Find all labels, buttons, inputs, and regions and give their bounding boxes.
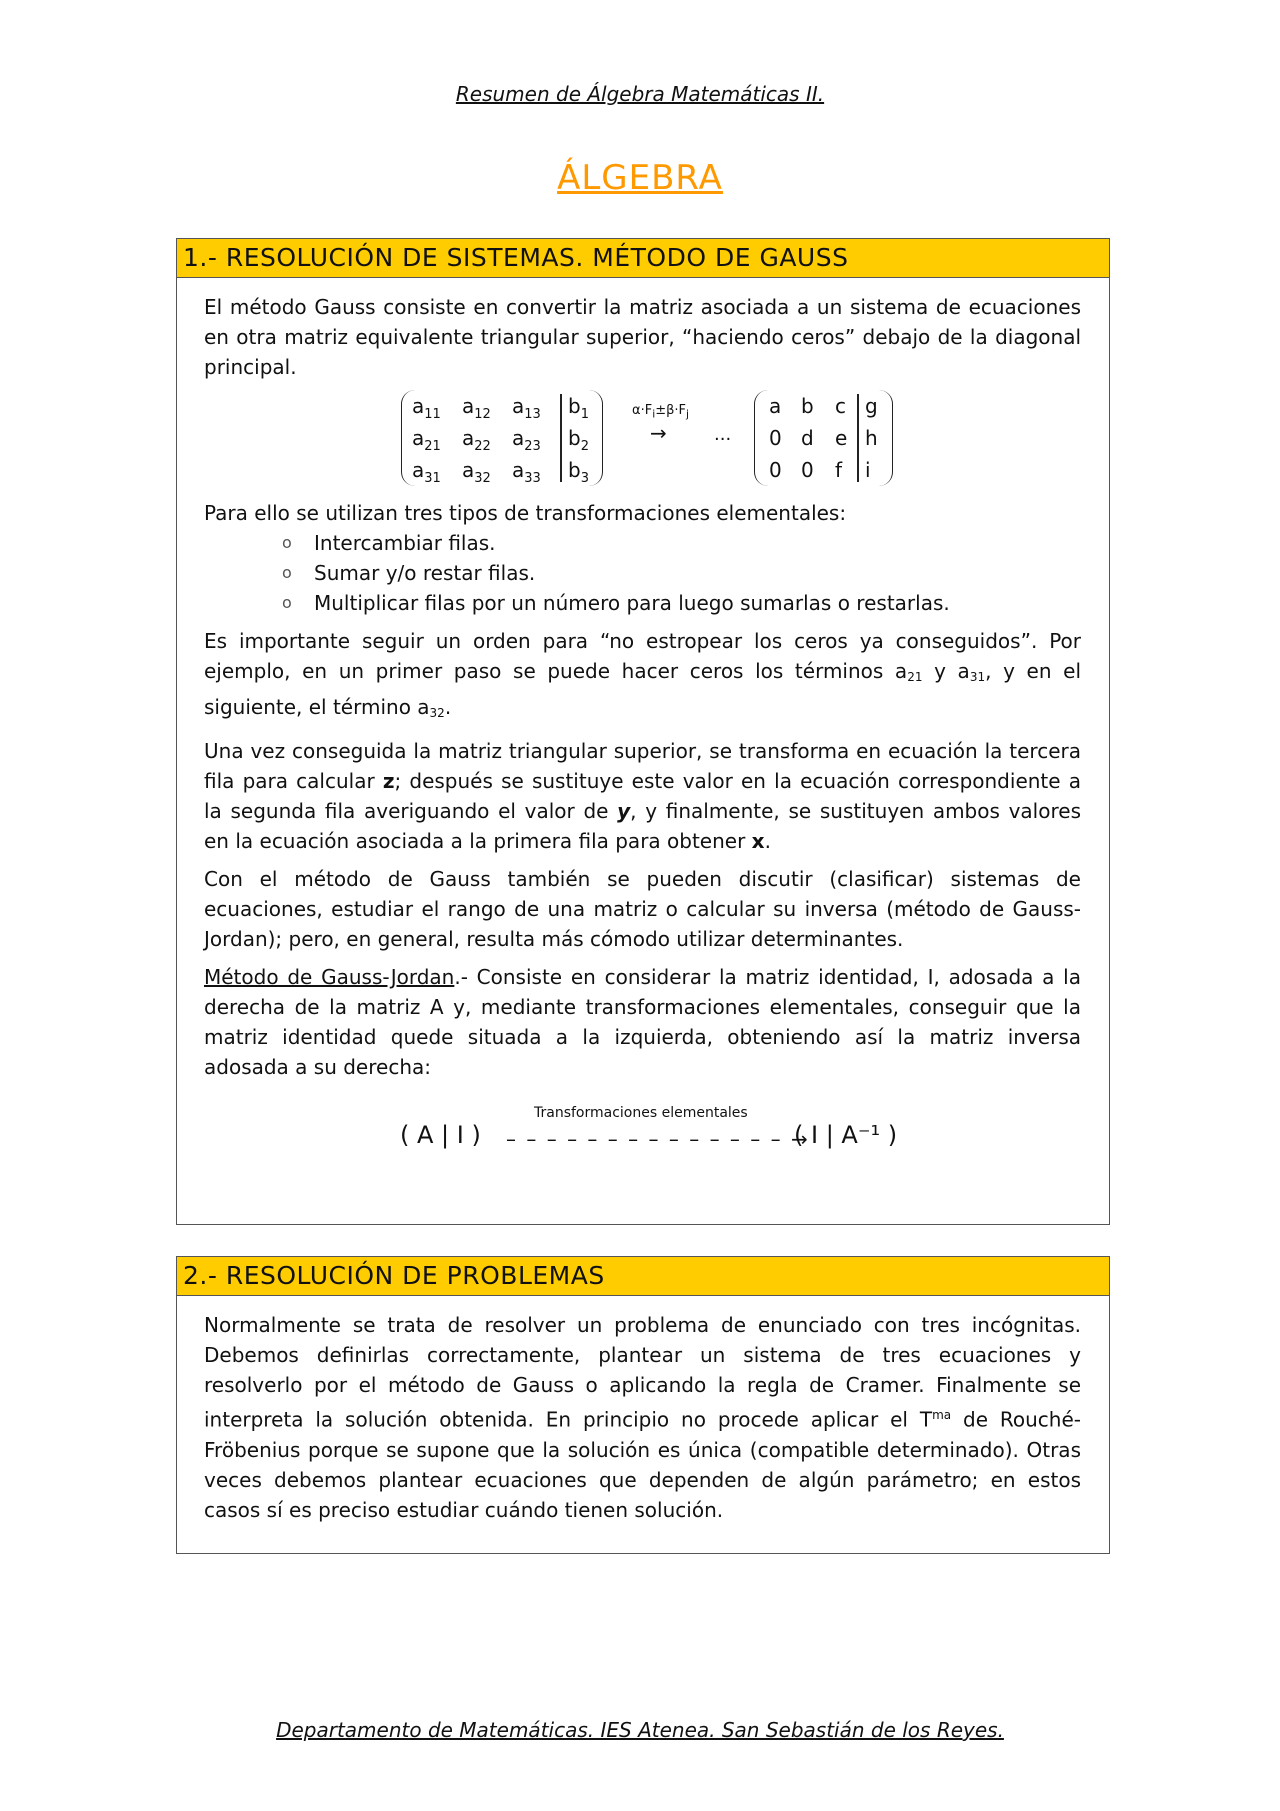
paragraph: Método de Gauss-Jordan.- Consiste en considerar la matriz identidad, I, adosada a la derecha de la matriz A y, mediante transformaciones elementales, conseguir que la matriz identidad quede situada a la izquierda, obteniendo así la matriz inversa adosada a su derecha:	[204, 965, 1081, 1079]
paragraph: Con el método de Gauss también se pueden discutir (clasificar) sistemas de ecuaciones, estudiar el rango de una matriz o calcular su inversa (método de Gauss-Jordan); pero, en general, resulta más cómodo utilizar determinantes.	[204, 867, 1081, 951]
paragraph: El método Gauss consiste en convertir la matriz asociada a un sistema de ecuaciones en otra matriz equivalente triangular superior, “haciendo ceros” debajo de la diagonal principal.	[204, 295, 1081, 379]
list-item: o Multiplicar filas por un número para luego sumarlas o restarlas.	[282, 591, 950, 615]
paragraph: Es importante seguir un orden para “no estropear los ceros ya conseguidos”. Por ejemplo, en un primer paso se puede hacer ceros los términos $a_{21}$ y $a_{31}$, y en el siguiente, el término $a_{32}$.	[204, 629, 1082, 720]
identity-inverse: ( I | A⁻¹ )	[794, 1121, 898, 1149]
transform-arrow: →	[650, 421, 667, 445]
dashed-arrow: – – – – – – – – – – – – – – →	[506, 1127, 810, 1151]
section-gauss	[176, 238, 1110, 1225]
list-item: o Intercambiar filas.	[282, 531, 496, 555]
transformations-list	[204, 528, 1081, 618]
page-title: ÁLGEBRA	[557, 158, 723, 198]
row-operation-label: $\alpha\cdot F_i\pm\beta\cdot F_j$	[632, 403, 690, 421]
page-footer: Departamento de Matemáticas. IES Atenea. San Sebastián de los Reyes.	[276, 1718, 1004, 1742]
gauss-jordan-diagram	[204, 1098, 1081, 1168]
gauss-matrix-diagram	[204, 390, 1081, 488]
section-heading: 1.- RESOLUCIÓN DE SISTEMAS. MÉTODO DE GAUSS	[177, 239, 1109, 278]
paragraph: Una vez conseguida la matriz triangular superior, se transforma en ecuación la tercera fila para calcular z; después se sustituye este valor en la ecuación correspondiente a la segunda fila averiguando el valor de y, y finalmente, se sustituyen ambos valores en la ecuación asociada a la primera fila para obtener x.	[204, 739, 1081, 853]
triangular-matrix-right: a b c 0 d e 0 0 f g h i	[754, 390, 893, 486]
paragraph: Para ello se utilizan tres tipos de transformaciones elementales:	[204, 501, 847, 525]
gauss-jordan-term: Método de Gauss-Jordan	[204, 965, 455, 989]
section-heading: 2.- RESOLUCIÓN DE PROBLEMAS	[177, 1257, 1109, 1296]
paragraph: Normalmente se trata de resolver un problema de enunciado con tres incógnitas. Debemos definirlas correctamente, plantear un sistema de tres ecuaciones y resolverlo por el método de Gauss o aplicando la regla de Cramer. Finalmente se interpreta la solución obtenida. En principio no procede aplicar el $T^{ma}$ de Rouché-Fröbenius porque se supone que la solución es única (compatible determinado). Otras veces debemos plantear ecuaciones que dependen de algún parámetro; en estos casos sí es preciso estudiar cuándo tienen solución.	[204, 1313, 1081, 1522]
ellipsis: ...	[714, 424, 732, 445]
augmented-matrix-left: $a_{11}$ $a_{12}$ $a_{13}$ $a_{21}$ $a_{22}$ $a_{23}$ $a_{31}$ $a_{32}$ $a_{33}$ $b_1$ $b_2$ $b_3$	[401, 390, 603, 486]
transform-label: Transformaciones elementales	[534, 1105, 748, 1121]
section-problems	[176, 1256, 1110, 1554]
matrix-a-identity: ( A | I )	[400, 1121, 481, 1149]
page-header: Resumen de Álgebra Matemáticas II.	[455, 82, 825, 106]
list-item: o Sumar y/o restar filas.	[282, 561, 536, 585]
